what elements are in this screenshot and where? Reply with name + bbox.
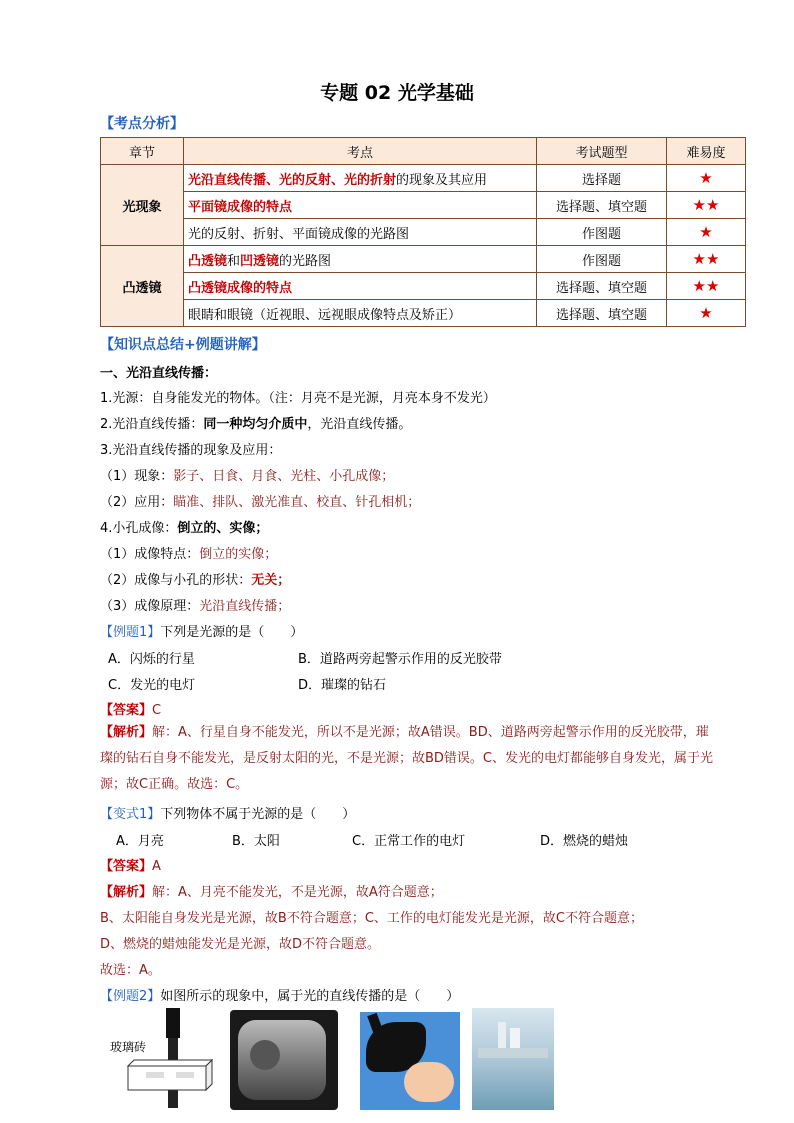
exam-points-table <box>100 137 746 327</box>
variant-1-analysis-4: 故选：A。 <box>100 963 161 978</box>
variant-1-answer: 【答案】A <box>100 859 161 874</box>
table-row <box>101 246 746 273</box>
knowledge-3b: （2）应用：瞄准、排队、激光准直、校直、针孔相机； <box>100 495 421 510</box>
point-cell: 凸透镜成像的特点 <box>184 273 537 300</box>
point-cell: 平面镜成像的特点 <box>184 192 537 219</box>
type-cell: 作图题 <box>537 246 667 273</box>
knowledge-2: 2.光沿直线传播：同一种均匀介质中，光沿直线传播。 <box>100 417 412 432</box>
rearview-mirror-image <box>230 1010 338 1110</box>
example-1-option-c: C．发光的电灯 <box>108 678 196 693</box>
type-cell: 作图题 <box>537 219 667 246</box>
knowledge-1: 1.光源：自身能发光的物体。（注：月亮不是光源，月亮本身不发光） <box>100 391 496 406</box>
chapter-cell: 凸透镜 <box>101 246 184 327</box>
example-1-option-a: A．闪烁的行星 <box>108 652 195 667</box>
variant-1-analysis-3: D、燃烧的蜡烛能发光是光源，故D不符合题意。 <box>100 937 381 952</box>
type-cell: 选择题、填空题 <box>537 300 667 327</box>
header-chapter: 章节 <box>101 138 184 165</box>
difficulty-stars: ★ <box>667 300 746 327</box>
example-2-question: 【例题2】如图所示的现象中，属于光的直线传播的是（ ） <box>100 989 460 1004</box>
heading-straight-line: 一、光沿直线传播： <box>100 366 218 381</box>
header-difficulty: 难易度 <box>667 138 746 165</box>
variant-1-option-d: D．燃烧的蜡烛 <box>540 834 629 849</box>
difficulty-stars: ★★ <box>667 273 746 300</box>
table-header-row <box>101 138 746 165</box>
variant-1-analysis-1: 【解析】解：A、月亮不能发光，不是光源，故A符合题意； <box>100 885 443 900</box>
section-header-analysis: 【考点分析】 <box>100 116 184 132</box>
type-cell: 选择题、填空题 <box>537 192 667 219</box>
section-header-knowledge: 【知识点总结+例题讲解】 <box>100 337 266 353</box>
table-row <box>101 300 746 327</box>
glass-brick-pen-image <box>106 1008 216 1112</box>
difficulty-stars: ★★ <box>667 192 746 219</box>
variant-1-option-c: C．正常工作的电灯 <box>352 834 466 849</box>
knowledge-4-2: （2）成像与小孔的形状：无关； <box>100 573 291 588</box>
table-row <box>101 273 746 300</box>
example-1-question: 【例题1】下列是光源的是（ ） <box>100 625 304 640</box>
type-cell: 选择题 <box>537 165 667 192</box>
header-point: 考点 <box>184 138 537 165</box>
point-cell: 光的反射、折射、平面镜成像的光路图 <box>184 219 537 246</box>
variant-1-option-b: B．太阳 <box>232 834 280 849</box>
example-1-option-d: D．璀璨的钻石 <box>298 678 387 693</box>
variant-1-option-a: A．月亮 <box>116 834 164 849</box>
glass-brick-label: 玻璃砖 <box>110 1040 147 1054</box>
difficulty-stars: ★ <box>667 219 746 246</box>
page-title: 专题 02 光学基础 <box>320 82 474 104</box>
difficulty-stars: ★★ <box>667 246 746 273</box>
header-type: 考试题型 <box>537 138 667 165</box>
point-cell: 凸透镜和凹透镜的光路图 <box>184 246 537 273</box>
table-row <box>101 219 746 246</box>
difficulty-stars: ★ <box>667 165 746 192</box>
knowledge-3: 3.光沿直线传播的现象及应用： <box>100 443 282 458</box>
type-cell: 选择题、填空题 <box>537 273 667 300</box>
building-reflection-image <box>472 1008 554 1110</box>
hand-shadow-image <box>360 1012 460 1110</box>
knowledge-4: 4.小孔成像：倒立的、实像； <box>100 521 269 536</box>
point-cell: 眼睛和眼镜（近视眼、远视眼成像特点及矫正） <box>184 300 537 327</box>
variant-1-question: 【变式1】下列物体不属于光源的是（ ） <box>100 807 356 822</box>
chapter-cell: 光现象 <box>101 165 184 246</box>
point-cell: 光沿直线传播、光的反射、光的折射的现象及其应用 <box>184 165 537 192</box>
variant-1-analysis-2: B、太阳能自身发光是光源，故B不符合题意；C、工作的电灯能发光是光源，故C不符合题意； <box>100 911 643 926</box>
knowledge-4-3: （3）成像原理：光沿直线传播； <box>100 599 291 614</box>
table-row <box>101 192 746 219</box>
example-1-analysis: 【解析】解：A、行星自身不能发光，所以不是光源；故A错误。BD、道路两旁起警示作用的反光胶带，璀璨的钻石自身不能发光，是反射太阳的光，不是光源；故BD错误。C、发光的电灯都能够自身发光，属于光源；故C正确。故选：C。 <box>100 725 714 792</box>
knowledge-3a: （1）现象：影子、日食、月食、光柱、小孔成像； <box>100 469 395 484</box>
example-1-option-b: B．道路两旁起警示作用的反光胶带 <box>298 652 502 667</box>
example-1-answer: 【答案】C <box>100 703 162 718</box>
table-row <box>101 165 746 192</box>
knowledge-4-1: （1）成像特点：倒立的实像； <box>100 547 278 562</box>
